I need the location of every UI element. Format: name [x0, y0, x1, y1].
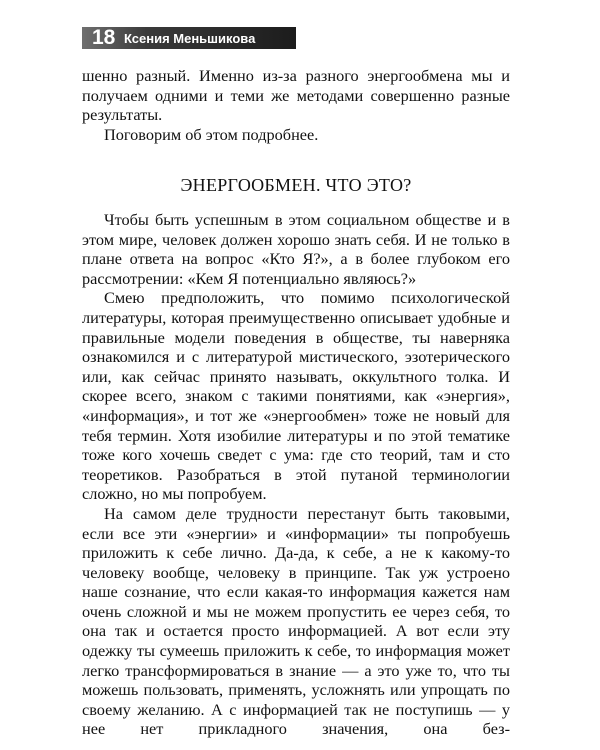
running-header-author: Ксения Меньшикова — [124, 31, 256, 46]
section-heading: ЭНЕРГООБМЕН. ЧТО ЭТО? — [180, 175, 412, 195]
paragraph: На самом деле трудности перестанут быть таковыми, если все эти «энергии» и «информации» ты попробуешь приложить к себе лично. Да-да, к себе, а не к какому-то человеку вообще, человеку в принципе. Так уж устроено наше сознание, что если какая-то информация кажется нам очень сложной и мы не можем пропустить ее через себя, то она так и остается просто информацией. А вот если эту одежку ты сумеешь приложить к себе, то информация может легко трансформироваться в знание — а это уже то, что ты можешь пользовать, применять, усложнять или упрощать по своему желанию. А с информацией так не поступишь — у нее нет прикладного значения, она без- — [82, 503, 510, 739]
page-number: 18 — [92, 26, 116, 49]
paragraph: Поговорим об этом подробнее. — [104, 124, 319, 144]
paragraph-continuation: шенно разный. Именно из-за разного энергообмена мы и получаем одними и теми же методами совершенно разные результаты. — [82, 66, 510, 125]
paragraph: Чтобы быть успешным в этом социальном обществе и в этом мире, человек должен хорошо знать себя. И не только в плане ответа на вопрос «Кто Я?», а в более глубоком его рассмотрении: «Кем Я потенциально являюсь?» — [82, 210, 510, 288]
intro-text — [82, 66, 510, 144]
section-body — [82, 210, 510, 739]
paragraph: Смею предположить, что помимо психологической литературы, которая преимущественно описывает удобные и правильные модели поведения в обществе, ты наверняка ознакомился и с литературой мистического, эзотерического или, как сейчас принято называть, оккультного толка. И скорее всего, знаком с такими понятиями, как «энергия», «информация», и тот же «энергообмен» тоже не новый для тебя термин. Хотя изобилие литературы и по этой тематике тоже кого хочешь сведет с ума: где сто теорий, там и сто теоретиков. Разобраться в этой путаной терминологии сложно, но мы попробуем. — [82, 288, 510, 504]
